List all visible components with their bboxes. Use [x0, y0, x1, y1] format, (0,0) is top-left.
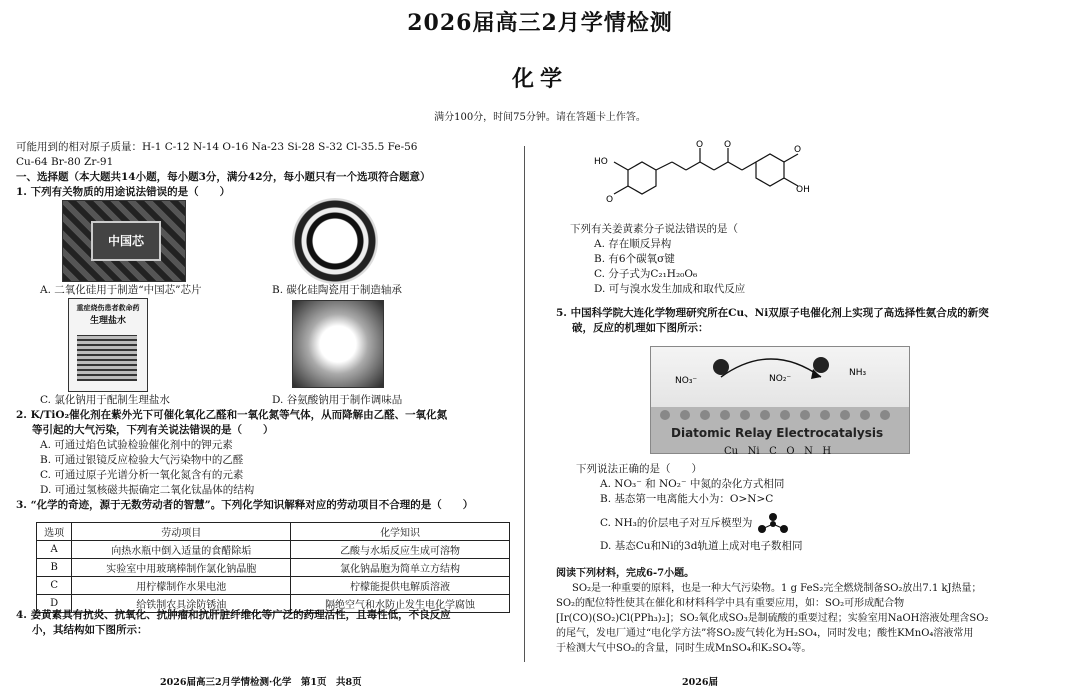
benzene-ring-left	[628, 162, 656, 194]
legend-item: O	[786, 446, 795, 457]
bearing-image	[292, 198, 378, 284]
table-cell: B	[37, 559, 72, 577]
exam-notice: 满分100分，时间75分钟。请在答题卡上作答。	[434, 112, 646, 123]
mech-no3-label: NO₃⁻	[675, 376, 698, 386]
legend-item: Ni	[747, 446, 760, 457]
q1-option-b: B. 碳化硅陶瓷用于制造轴承	[272, 284, 402, 296]
material-line-4: 的尾气，发电厂通过“电化学方法”将SO₂废气转化为H₂SO₄，同时发电；酸性KMnO₄溶液常用	[556, 628, 974, 639]
q1-option-a: A. 二氧化硅用于制造“中国芯”芯片	[40, 284, 202, 296]
q2-option-c: C. 可通过原子光谱分析一氧化氮含有的元素	[40, 469, 244, 481]
material-line-3: [Ir(CO)(SO₂)Cl(PPh₃)₂]；SO₂氧化成SO₃是制硫酸的重要过程；实验室用NaOH溶液处理含SO₂	[556, 613, 989, 624]
question-5	[556, 306, 1056, 336]
q3-table	[36, 522, 510, 613]
q5-option-c-text: C. NH₃的价层电子对互斥模型为	[600, 517, 753, 529]
left-column	[16, 140, 516, 200]
q4-option-c: C. 分子式为C₂₁H₂₀O₆	[594, 268, 698, 280]
table-header-cell: 化学知识	[291, 523, 510, 541]
table-cell: 乙酸与水垢反应生成可溶物	[291, 541, 510, 559]
svg-text:HO: HO	[594, 157, 608, 167]
question-2	[16, 408, 516, 513]
q2-option-b: B. 可通过银镜反应检验大气污染物中的乙醛	[40, 454, 244, 466]
mech-nh3-label: NH₃	[849, 368, 867, 378]
q1-option-c: C. 氯化钠用于配制生理盐水	[40, 394, 170, 406]
table-header-cell: 选项	[37, 523, 72, 541]
svg-text:OH: OH	[796, 185, 810, 195]
mechanism-graphic	[651, 347, 909, 453]
svg-text:O: O	[696, 140, 704, 150]
table-cell: 实验室中用玻璃棒制作氯化钠晶胞	[72, 559, 291, 577]
poster-heading: 生理盐水	[89, 316, 126, 326]
legend-item: C	[769, 446, 777, 457]
q5-stem-2: 破，反应的机理如下图所示：	[572, 322, 709, 334]
chip-image	[62, 200, 186, 282]
section-one-heading: 一、选择题（本大题共14小题，每小题3分，满分42分，每小题只有一个选项符合题意）	[16, 171, 431, 183]
material-line-1: SO₂是一种重要的原料，也是一种大气污染物。1 g FeS₂完全燃烧制备SO₂放出7.1 kJ热量；	[572, 583, 982, 594]
curcumin-structure	[590, 140, 830, 226]
table-row	[37, 577, 510, 595]
q2-option-d: D. 可通过氢核磁共振确定二氧化钛晶体的结构	[40, 484, 255, 496]
q5-question: 下列说法正确的是（ ）	[576, 463, 702, 475]
subject-title: 化学	[511, 66, 568, 92]
table-cell: A	[37, 541, 72, 559]
saline-poster-image	[68, 298, 148, 392]
element-legend	[724, 446, 831, 457]
svg-text:O: O	[794, 145, 802, 155]
material-line-2: SO₂的配位特性使其在催化和材料科学中具有重要应用，如：SO₂可形成配合物	[556, 598, 905, 609]
mech-title: Diatomic Relay Electrocatalysis	[671, 426, 884, 440]
q5-stem: 5. 中国科学院大连化学物理研究所在Cu、Ni双原子电催化剂上实现了高选择性氨合成的新突	[556, 307, 989, 319]
column-divider	[524, 146, 525, 662]
vsepr-model-icon	[756, 513, 790, 533]
q4-options	[570, 222, 1050, 297]
msg-powder-image	[292, 300, 384, 388]
legend-item: H	[822, 446, 832, 457]
q4-question: 下列有关姜黄素分子说法错误的是（	[570, 223, 738, 235]
material-line-5: 于检测大气中SO₂的含量，同时生成MnSO₄和K₂SO₄等。	[556, 643, 812, 654]
svg-text:O: O	[606, 195, 614, 205]
q5-options	[576, 462, 1056, 554]
q4-stem: 4. 姜黄素具有抗炎、抗氧化、抗肿瘤和抗肝脏纤维化等广泛的药理活性，且毒性低，不良反应	[16, 609, 451, 621]
page-footer-right: 2026届	[682, 677, 718, 688]
q5-option-c	[576, 513, 1056, 533]
mech-no2-label: NO₂⁻	[769, 374, 792, 384]
table-row	[37, 559, 510, 577]
atomic-masses: 可能用到的相对原子质量：H-1 C-12 N-14 O-16 Na-23 Si-28 S-32 Cl-35.5 Fe-56	[16, 141, 418, 153]
question-4	[16, 608, 516, 638]
table-cell: 柠檬能提供电解质溶液	[291, 577, 510, 595]
table-header-cell: 劳动项目	[72, 523, 291, 541]
poster-graphic	[77, 335, 137, 381]
table-row	[37, 541, 510, 559]
benzene-ring-right	[756, 154, 784, 186]
q2-stem: 2. K/TiO₂催化剂在紫外光下可催化氧化乙醛和一氧化氮等气体，从而降解由乙醛、一氧化氮	[16, 409, 448, 421]
q5-option-a: A. NO₃⁻ 和 NO₂⁻ 中氮的杂化方式相同	[600, 478, 785, 490]
q2-option-a: A. 可通过焰色试验检验催化剂中的钾元素	[40, 439, 233, 451]
q1-option-d: D. 谷氨酸钠用于制作调味品	[272, 394, 403, 406]
reading-material	[556, 566, 1066, 656]
table-cell: 用柠檬制作水果电池	[72, 577, 291, 595]
q5-option-d: D. 基态Cu和Ni的3d轨道上成对电子数相同	[600, 540, 803, 552]
q3-stem: 3. “化学的奇迹，源于无数劳动者的智慧”。下列化学知识解释对应的劳动项目不合理的是（ ）	[16, 499, 474, 511]
mechanism-diagram	[650, 346, 910, 454]
q4-option-b: B. 有6个碳氧σ键	[594, 253, 675, 265]
q2-stem-2: 等引起的大气污染，下列有关说法错误的是（ ）	[32, 424, 274, 436]
q4-option-a: A. 存在顺反异构	[594, 238, 672, 250]
poster-title: 重症烧伤患者救命药	[76, 303, 140, 312]
table-cell: C	[37, 577, 72, 595]
table-cell: 向热水瓶中倒入适量的食醋除垢	[72, 541, 291, 559]
legend-item: N	[804, 446, 813, 457]
q4-option-d: D. 可与溴水发生加成和取代反应	[594, 283, 746, 295]
q5-option-b: B. 基态第一电离能大小为：O>N>C	[600, 493, 774, 505]
atomic-masses-2: Cu-64 Br-80 Zr-91	[16, 156, 114, 168]
table-header-row	[37, 523, 510, 541]
q1-stem: 1. 下列有关物质的用途说法错误的是（ ）	[16, 186, 231, 198]
chip-label: 中国芯	[91, 221, 161, 261]
table-cell: 隔绝空气和水防止发生电化学腐蚀	[291, 595, 510, 613]
svg-text:O: O	[724, 140, 732, 150]
legend-item: Cu	[724, 446, 739, 457]
q4-stem-2: 小，其结构如下图所示：	[32, 624, 148, 636]
exam-title: 2026届高三2月学情检测	[407, 10, 673, 36]
table-cell: 给铁制农具涂防锈油	[72, 595, 291, 613]
table-cell: 氯化钠晶胞为简单立方结构	[291, 559, 510, 577]
table-cell: D	[37, 595, 72, 613]
page-footer: 2026届高三2月学情检测·化学 第1页 共8页	[160, 677, 362, 688]
reading-instruction: 阅读下列材料，完成6-7小题。	[556, 568, 695, 579]
